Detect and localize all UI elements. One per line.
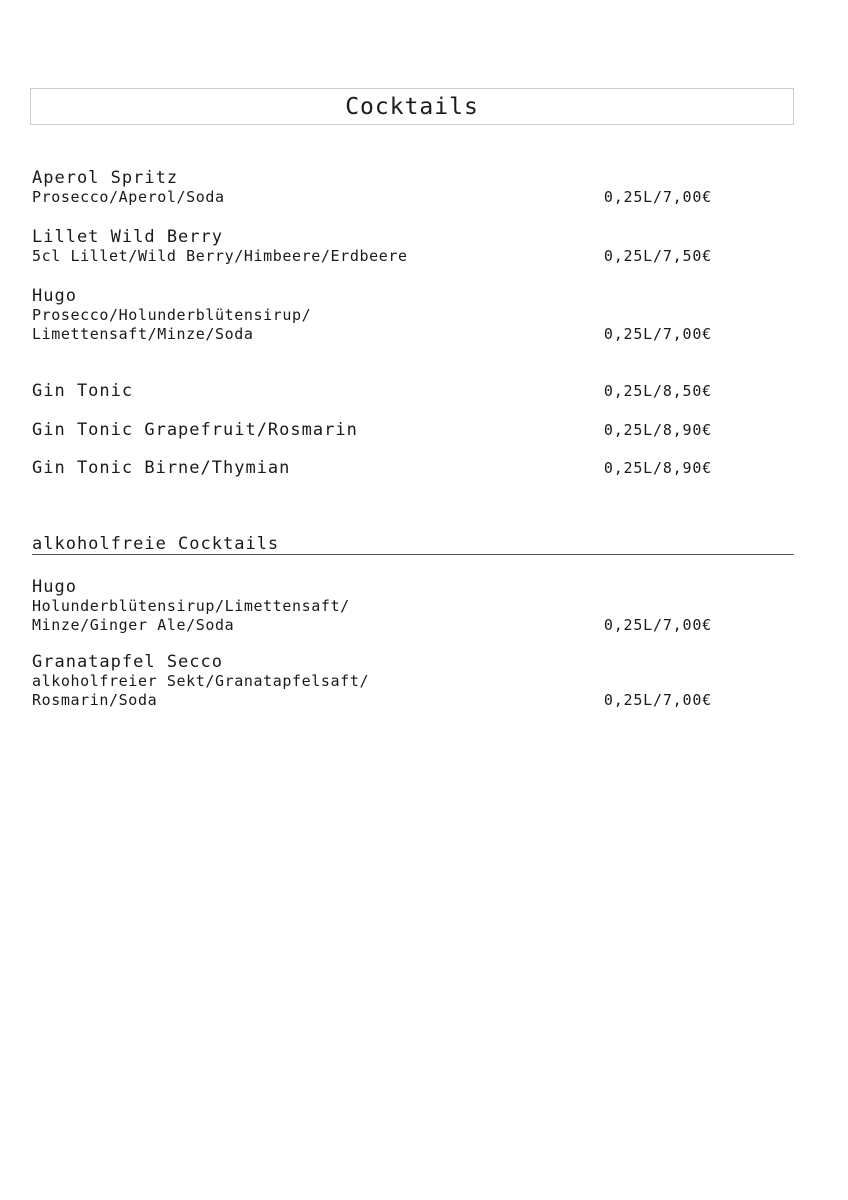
item-description: Holunderblütensirup/Limettensaft/ <box>32 597 350 615</box>
item-description: Minze/Ginger Ale/Soda <box>32 616 235 634</box>
item-name: Hugo <box>32 577 77 597</box>
item-name: Gin Tonic Birne/Thymian <box>32 458 291 478</box>
item-price: 0,25L/7,00€ <box>603 616 712 634</box>
item-price: 0,25L/7,00€ <box>603 325 712 343</box>
item-name: Gin Tonic <box>32 381 134 401</box>
item-name: Lillet Wild Berry <box>32 227 223 247</box>
item-name: Gin Tonic Grapefruit/Rosmarin <box>32 420 358 440</box>
item-price: 0,25L/8,90€ <box>603 421 712 439</box>
menu-item <box>32 459 712 478</box>
item-name: Granatapfel Secco <box>32 652 223 672</box>
item-description: Rosmarin/Soda <box>32 691 158 709</box>
menu-item <box>32 287 712 344</box>
item-description: Limettensaft/Minze/Soda <box>32 325 254 343</box>
item-price: 0,25L/8,50€ <box>603 382 712 400</box>
menu-item <box>32 653 712 710</box>
item-price: 0,25L/8,90€ <box>603 459 712 477</box>
item-price: 0,25L/7,00€ <box>603 691 712 709</box>
menu-item <box>32 578 712 635</box>
menu-item <box>32 421 712 440</box>
section-heading: alkoholfreie Cocktails <box>32 535 794 555</box>
item-description: Prosecco/Aperol/Soda <box>32 188 225 206</box>
item-name: Hugo <box>32 286 77 306</box>
item-description: Prosecco/Holunderblütensirup/ <box>32 306 312 324</box>
menu-item <box>32 228 712 266</box>
item-name: Aperol Spritz <box>32 168 179 188</box>
item-description: 5cl Lillet/Wild Berry/Himbeere/Erdbeere <box>32 247 408 265</box>
item-description: alkoholfreier Sekt/Granatapfelsaft/ <box>32 672 370 690</box>
page-title: Cocktails <box>30 88 794 125</box>
item-price: 0,25L/7,50€ <box>603 247 712 265</box>
menu-item <box>32 169 712 207</box>
item-price: 0,25L/7,00€ <box>603 188 712 206</box>
menu-item <box>32 382 712 401</box>
